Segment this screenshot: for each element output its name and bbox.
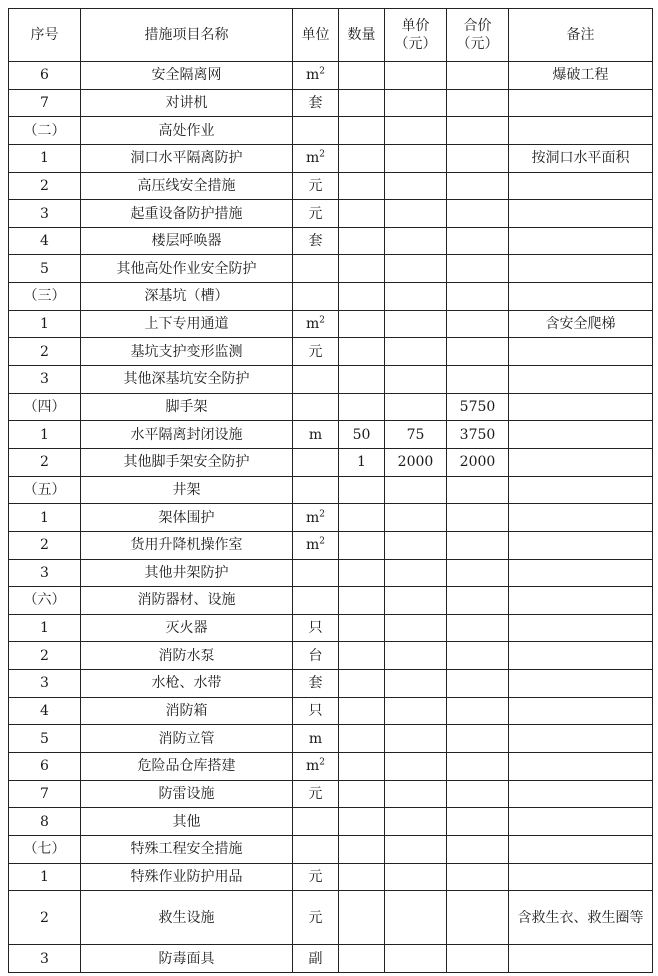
cell-note <box>509 587 653 615</box>
cell-seq: 3 <box>9 945 81 973</box>
cell-total <box>447 642 509 670</box>
table-row <box>9 200 653 228</box>
cell-note <box>509 863 653 891</box>
table-row <box>9 255 653 283</box>
table-row <box>9 642 653 670</box>
cell-qty: 1 <box>339 448 385 476</box>
cell-total <box>447 945 509 973</box>
cell-qty <box>339 476 385 504</box>
measures-table <box>8 8 653 973</box>
cell-seq: 3 <box>9 670 81 698</box>
table-row <box>9 421 653 449</box>
cell-price <box>385 117 447 145</box>
unit-superscript: 2 <box>319 315 325 326</box>
cell-total: 5750 <box>447 393 509 421</box>
cell-name: 其他井架防护 <box>81 559 293 587</box>
header-price <box>385 9 447 62</box>
cell-qty <box>339 117 385 145</box>
cell-note <box>509 504 653 532</box>
cell-price <box>385 587 447 615</box>
cell-unit <box>293 835 339 863</box>
cell-name: 基坑支护变形监测 <box>81 338 293 366</box>
unit-base: m <box>305 758 320 775</box>
cell-name: 其他高处作业安全防护 <box>81 255 293 283</box>
cell-name: 安全隔离网 <box>81 62 293 90</box>
cell-seq: 7 <box>9 89 81 117</box>
cell-price <box>385 393 447 421</box>
cell-note <box>509 559 653 587</box>
cell-seq: 1 <box>9 144 81 172</box>
cell-qty <box>339 725 385 753</box>
cell-total <box>447 283 509 311</box>
cell-unit <box>293 421 339 449</box>
cell-price <box>385 338 447 366</box>
unit-base: m <box>305 67 320 84</box>
cell-note <box>509 753 653 781</box>
cell-qty <box>339 172 385 200</box>
cell-note <box>509 476 653 504</box>
unit-base: 只 <box>308 703 323 720</box>
cell-seq: 8 <box>9 808 81 836</box>
cell-qty <box>339 144 385 172</box>
cell-price <box>385 725 447 753</box>
cell-seq: 2 <box>9 338 81 366</box>
cell-note <box>509 200 653 228</box>
cell-seq: 3 <box>9 200 81 228</box>
cell-seq: （四） <box>9 393 81 421</box>
cell-price <box>385 144 447 172</box>
table-row <box>9 614 653 642</box>
cell-unit <box>293 366 339 394</box>
cell-total <box>447 780 509 808</box>
cell-qty <box>339 670 385 698</box>
cell-note <box>509 366 653 394</box>
cell-note: 爆破工程 <box>509 62 653 90</box>
cell-unit <box>293 863 339 891</box>
cell-seq: 2 <box>9 531 81 559</box>
cell-total <box>447 255 509 283</box>
cell-name: 其他深基坑安全防护 <box>81 366 293 394</box>
cell-name: 架体围护 <box>81 504 293 532</box>
cell-unit <box>293 531 339 559</box>
cell-note <box>509 614 653 642</box>
cell-unit <box>293 808 339 836</box>
cell-qty <box>339 808 385 836</box>
cell-price <box>385 780 447 808</box>
cell-note <box>509 780 653 808</box>
cell-total: 2000 <box>447 448 509 476</box>
cell-unit <box>293 227 339 255</box>
cell-total <box>447 144 509 172</box>
table-row <box>9 504 653 532</box>
cell-price <box>385 559 447 587</box>
table-row <box>9 945 653 973</box>
unit-base: 元 <box>308 177 323 194</box>
header-seq: 序号 <box>9 9 81 62</box>
cell-note <box>509 227 653 255</box>
cell-name: 洞口水平隔离防护 <box>81 144 293 172</box>
unit-superscript: 2 <box>319 536 325 547</box>
table-row <box>9 863 653 891</box>
cell-qty <box>339 531 385 559</box>
table-row <box>9 144 653 172</box>
table-row <box>9 172 653 200</box>
cell-seq: 2 <box>9 891 81 945</box>
cell-name: 防雷设施 <box>81 780 293 808</box>
table-row <box>9 338 653 366</box>
cell-name: 水平隔离封闭设施 <box>81 421 293 449</box>
cell-seq: （七） <box>9 835 81 863</box>
table-row <box>9 283 653 311</box>
cell-note <box>509 531 653 559</box>
cell-name: 对讲机 <box>81 89 293 117</box>
cell-seq: （六） <box>9 587 81 615</box>
table-row <box>9 891 653 945</box>
cell-seq: （二） <box>9 117 81 145</box>
cell-total <box>447 476 509 504</box>
cell-name: 其他 <box>81 808 293 836</box>
cell-name: 特殊作业防护用品 <box>81 863 293 891</box>
unit-base: 套 <box>308 94 323 111</box>
cell-seq: 1 <box>9 504 81 532</box>
unit-base: 只 <box>308 620 323 637</box>
cell-qty <box>339 559 385 587</box>
cell-qty <box>339 227 385 255</box>
cell-unit <box>293 200 339 228</box>
cell-seq: 3 <box>9 366 81 394</box>
cell-total <box>447 670 509 698</box>
cell-qty <box>339 255 385 283</box>
unit-superscript: 2 <box>319 149 325 160</box>
cell-name: 脚手架 <box>81 393 293 421</box>
unit-base: m <box>308 730 323 747</box>
unit-base: 套 <box>308 675 323 692</box>
cell-price: 75 <box>385 421 447 449</box>
cell-unit <box>293 587 339 615</box>
unit-superscript: 2 <box>319 757 325 768</box>
table-row <box>9 393 653 421</box>
cell-qty <box>339 587 385 615</box>
cell-qty <box>339 338 385 366</box>
cell-qty <box>339 200 385 228</box>
cell-note <box>509 697 653 725</box>
header-row <box>9 9 653 62</box>
cell-qty <box>339 835 385 863</box>
cell-seq: 1 <box>9 310 81 338</box>
cell-unit <box>293 448 339 476</box>
cell-note <box>509 670 653 698</box>
cell-note <box>509 255 653 283</box>
table-row <box>9 62 653 90</box>
table-row <box>9 117 653 145</box>
cell-note: 含救生衣、救生圈等 <box>509 891 653 945</box>
cell-name: 楼层呼唤器 <box>81 227 293 255</box>
cell-total <box>447 172 509 200</box>
table-row <box>9 559 653 587</box>
cell-price <box>385 863 447 891</box>
table-row <box>9 725 653 753</box>
cell-unit <box>293 393 339 421</box>
unit-base: 元 <box>308 343 323 360</box>
cell-note <box>509 283 653 311</box>
cell-qty <box>339 62 385 90</box>
cell-qty <box>339 891 385 945</box>
table-body <box>9 62 653 973</box>
header-unit: 单位 <box>293 9 339 62</box>
unit-base: 套 <box>308 233 323 250</box>
cell-total <box>447 200 509 228</box>
cell-name: 防毒面具 <box>81 945 293 973</box>
unit-base: m <box>305 537 320 554</box>
table-row <box>9 780 653 808</box>
cell-seq: 2 <box>9 172 81 200</box>
cell-unit <box>293 670 339 698</box>
cell-total <box>447 891 509 945</box>
cell-seq: 3 <box>9 559 81 587</box>
cell-qty <box>339 753 385 781</box>
cell-note <box>509 172 653 200</box>
cell-qty <box>339 642 385 670</box>
cell-unit <box>293 117 339 145</box>
cell-qty <box>339 89 385 117</box>
cell-note <box>509 448 653 476</box>
cell-unit <box>293 283 339 311</box>
cell-total <box>447 227 509 255</box>
unit-base: 台 <box>308 647 323 664</box>
cell-price <box>385 310 447 338</box>
cell-name: 水枪、水带 <box>81 670 293 698</box>
cell-name: 其他脚手架安全防护 <box>81 448 293 476</box>
cell-unit <box>293 144 339 172</box>
cell-price <box>385 835 447 863</box>
cell-seq: 1 <box>9 421 81 449</box>
table-row <box>9 89 653 117</box>
cell-total <box>447 117 509 145</box>
cell-unit <box>293 504 339 532</box>
cell-total <box>447 725 509 753</box>
table-row <box>9 753 653 781</box>
cell-total <box>447 366 509 394</box>
cell-qty: 50 <box>339 421 385 449</box>
header-price-unit: （元） <box>394 36 437 52</box>
cell-price <box>385 697 447 725</box>
cell-total <box>447 310 509 338</box>
cell-seq: （五） <box>9 476 81 504</box>
cell-seq: （三） <box>9 283 81 311</box>
cell-note <box>509 117 653 145</box>
cell-total <box>447 808 509 836</box>
cell-name: 井架 <box>81 476 293 504</box>
cell-qty <box>339 393 385 421</box>
cell-seq: 1 <box>9 614 81 642</box>
unit-base: m <box>305 316 320 333</box>
unit-superscript: 2 <box>319 508 325 519</box>
cell-total <box>447 62 509 90</box>
cell-price: 2000 <box>385 448 447 476</box>
cell-price <box>385 227 447 255</box>
cell-name: 起重设备防护措施 <box>81 200 293 228</box>
cell-note <box>509 835 653 863</box>
cell-note <box>509 808 653 836</box>
cell-note <box>509 421 653 449</box>
unit-base: 元 <box>308 785 323 802</box>
cell-unit <box>293 945 339 973</box>
cell-seq: 1 <box>9 863 81 891</box>
cell-price <box>385 283 447 311</box>
cell-unit <box>293 642 339 670</box>
cell-name: 救生设施 <box>81 891 293 945</box>
cell-name: 高压线安全措施 <box>81 172 293 200</box>
cell-total <box>447 531 509 559</box>
cell-unit <box>293 559 339 587</box>
unit-superscript: 2 <box>319 66 325 77</box>
cell-price <box>385 255 447 283</box>
cell-total <box>447 89 509 117</box>
cell-name: 货用升降机操作室 <box>81 531 293 559</box>
cell-note: 含安全爬梯 <box>509 310 653 338</box>
cell-note <box>509 393 653 421</box>
table-row <box>9 310 653 338</box>
cell-seq: 4 <box>9 227 81 255</box>
cell-name: 上下专用通道 <box>81 310 293 338</box>
cell-name: 灭火器 <box>81 614 293 642</box>
cell-note: 按洞口水平面积 <box>509 144 653 172</box>
cell-qty <box>339 780 385 808</box>
cell-unit <box>293 725 339 753</box>
cell-qty <box>339 863 385 891</box>
cell-unit <box>293 172 339 200</box>
cell-seq: 5 <box>9 725 81 753</box>
cell-note <box>509 725 653 753</box>
table-row <box>9 227 653 255</box>
cell-price <box>385 62 447 90</box>
cell-unit <box>293 338 339 366</box>
cell-seq: 2 <box>9 642 81 670</box>
cell-total <box>447 338 509 366</box>
cell-name: 特殊工程安全措施 <box>81 835 293 863</box>
cell-unit <box>293 697 339 725</box>
table-row <box>9 835 653 863</box>
table-row <box>9 670 653 698</box>
cell-total <box>447 559 509 587</box>
header-total-label: 合价 <box>463 18 492 34</box>
cell-total: 3750 <box>447 421 509 449</box>
cell-qty <box>339 697 385 725</box>
cell-total <box>447 835 509 863</box>
table-row <box>9 448 653 476</box>
table-row <box>9 808 653 836</box>
cell-note <box>509 945 653 973</box>
cell-total <box>447 587 509 615</box>
cell-seq: 2 <box>9 448 81 476</box>
cell-seq: 6 <box>9 62 81 90</box>
cell-qty <box>339 310 385 338</box>
cell-price <box>385 808 447 836</box>
table-row <box>9 587 653 615</box>
cell-note <box>509 338 653 366</box>
cell-price <box>385 89 447 117</box>
cell-qty <box>339 366 385 394</box>
cell-name: 危险品仓库搭建 <box>81 753 293 781</box>
unit-base: 副 <box>308 950 323 967</box>
table-row <box>9 697 653 725</box>
cell-unit <box>293 476 339 504</box>
cell-unit <box>293 89 339 117</box>
cell-seq: 7 <box>9 780 81 808</box>
cell-price <box>385 642 447 670</box>
header-note: 备注 <box>509 9 653 62</box>
cell-unit <box>293 780 339 808</box>
table-row <box>9 531 653 559</box>
cell-unit <box>293 255 339 283</box>
cell-name: 消防器材、设施 <box>81 587 293 615</box>
header-price-label: 单价 <box>401 18 430 34</box>
cell-name: 深基坑（槽） <box>81 283 293 311</box>
cell-qty <box>339 945 385 973</box>
cell-name: 高处作业 <box>81 117 293 145</box>
header-name: 措施项目名称 <box>81 9 293 62</box>
unit-base: 元 <box>308 205 323 222</box>
table-row <box>9 476 653 504</box>
cell-seq: 6 <box>9 753 81 781</box>
cell-unit <box>293 310 339 338</box>
table-row <box>9 366 653 394</box>
cell-price <box>385 531 447 559</box>
cell-price <box>385 753 447 781</box>
cell-total <box>447 753 509 781</box>
unit-base: 元 <box>308 868 323 885</box>
cell-price <box>385 504 447 532</box>
cell-unit <box>293 753 339 781</box>
cell-name: 消防水泵 <box>81 642 293 670</box>
header-total <box>447 9 509 62</box>
header-total-unit: （元） <box>456 36 499 52</box>
unit-base: m <box>305 150 320 167</box>
unit-base: m <box>305 509 320 526</box>
cell-unit <box>293 891 339 945</box>
cell-qty <box>339 614 385 642</box>
cell-total <box>447 614 509 642</box>
cell-price <box>385 172 447 200</box>
cell-price <box>385 891 447 945</box>
cell-name: 消防箱 <box>81 697 293 725</box>
unit-base: m <box>308 426 323 443</box>
cell-seq: 4 <box>9 697 81 725</box>
cell-price <box>385 476 447 504</box>
cell-total <box>447 697 509 725</box>
cell-unit <box>293 614 339 642</box>
cell-name: 消防立管 <box>81 725 293 753</box>
cell-price <box>385 614 447 642</box>
cell-total <box>447 504 509 532</box>
cell-qty <box>339 504 385 532</box>
cell-note <box>509 642 653 670</box>
cell-price <box>385 200 447 228</box>
cell-qty <box>339 283 385 311</box>
cell-price <box>385 670 447 698</box>
cell-total <box>447 863 509 891</box>
cell-price <box>385 945 447 973</box>
header-qty: 数量 <box>339 9 385 62</box>
unit-base: 元 <box>308 909 323 926</box>
cell-unit <box>293 62 339 90</box>
cell-seq: 5 <box>9 255 81 283</box>
cell-note <box>509 89 653 117</box>
cell-price <box>385 366 447 394</box>
